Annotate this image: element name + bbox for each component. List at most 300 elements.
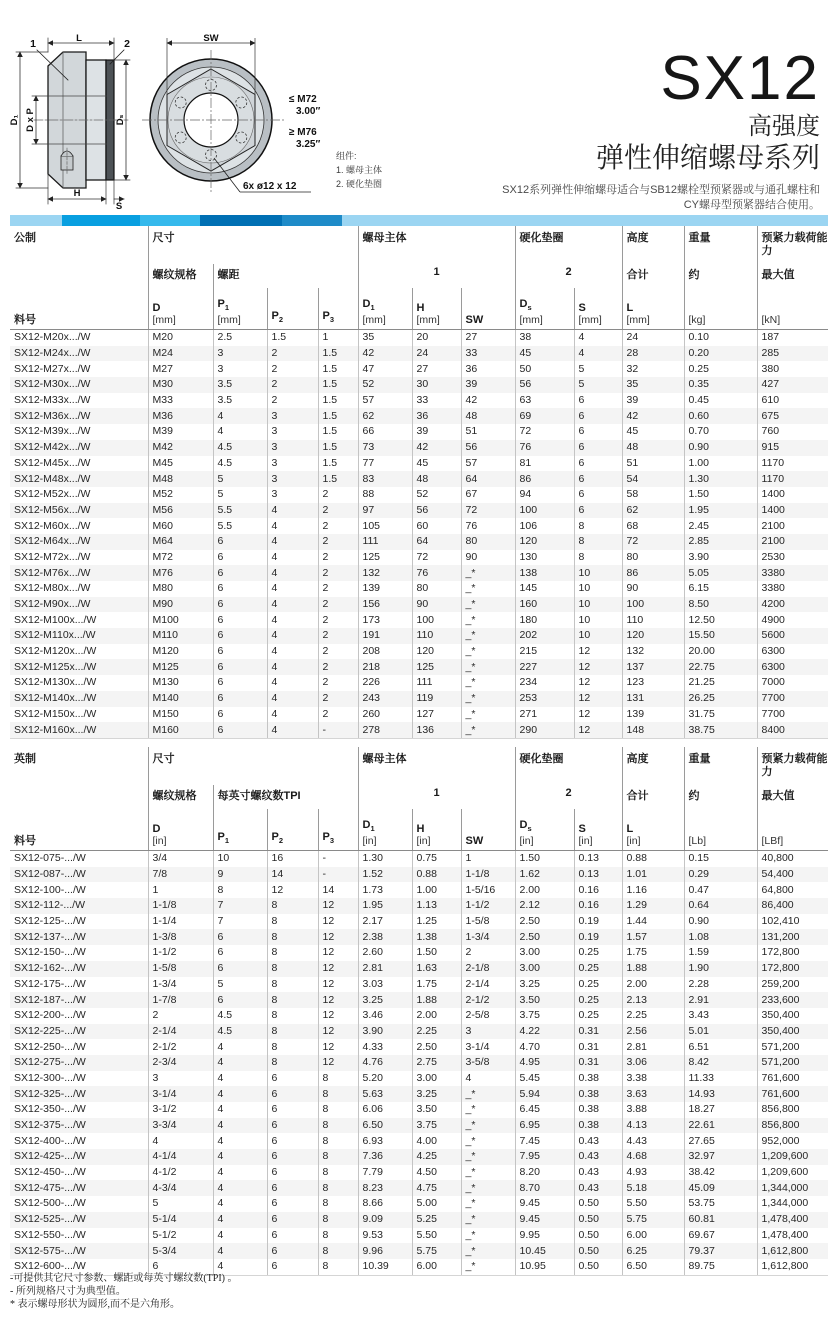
table-cell: 7.36 [358,1149,412,1165]
table-row [10,961,828,977]
table-cell: 10 [574,612,622,628]
table-cell: 36 [412,408,461,424]
table-cell: 4 [213,408,267,424]
table-cell: 8 [267,1055,318,1071]
table-cell: 50 [515,361,574,377]
table-cell: 2 [461,945,515,961]
table-cell: 6 [213,565,267,581]
table-cell: 2530 [757,550,828,566]
table-cell: 8 [574,518,622,534]
table-cell: 3.90 [358,1024,412,1040]
table-cell: _* [461,565,515,581]
table-cell: 1.44 [622,914,684,930]
table-cell: 4 [213,1228,267,1244]
table-cell: 12 [318,929,358,945]
table-cell: _* [461,1259,515,1275]
table-cell: 1.95 [684,503,757,519]
table-cell: _* [461,1228,515,1244]
table-cell: 111 [358,534,412,550]
column-label: D [152,302,161,314]
part-number-cell: SX12-100-.../W [14,883,86,896]
table-cell: 1.88 [412,992,461,1008]
table-cell: 6 [267,1180,318,1196]
table-cell: 12 [318,1024,358,1040]
table-cell: 4.70 [515,1039,574,1055]
table-cell: _* [461,1180,515,1196]
table-cell: 9.95 [515,1228,574,1244]
table-cell: 6 [213,581,267,597]
table-cell: 8 [574,550,622,566]
table-cell: 3.00 [515,945,574,961]
table-cell: _* [461,1133,515,1149]
sub-header: 最大值 [757,264,828,288]
table-cell: 6.95 [515,1118,574,1134]
part-number-cell: SX12-M45x.../W [14,456,91,469]
table-cell: 72 [515,424,574,440]
table-cell: 6.25 [622,1243,684,1259]
table-cell: 9.53 [358,1228,412,1244]
table-cell: M45 [148,456,213,472]
column-header [213,809,267,851]
table-cell: - [318,722,358,738]
column-header [461,288,515,330]
column-header [757,288,828,330]
table-cell: 1,344,000 [757,1196,828,1212]
table-cell: 0.25 [574,992,622,1008]
table-cell: 6 [148,1259,213,1275]
table-cell: 60.81 [684,1212,757,1228]
table-row [10,675,828,691]
table-cell: 571,200 [757,1039,828,1055]
table-cell: 3.46 [358,1008,412,1024]
table-cell: 8 [318,1118,358,1134]
column-label: $P_2$ [271,309,284,324]
table-cell: 0.38 [574,1086,622,1102]
sub-header: 合计 [622,264,684,288]
part-number-cell: SX12-300-.../W [14,1071,86,1084]
column-unit: [mm] [626,314,650,326]
table-cell: 12 [318,945,358,961]
table-cell: 6 [213,612,267,628]
table-cell: 0.13 [574,867,622,883]
column-unit: [mm] [519,314,543,326]
header-group-row [10,226,828,264]
table-cell: 3-3/4 [148,1118,213,1134]
table-row [10,534,828,550]
table-cell: 4.75 [412,1180,461,1196]
column-header [148,288,213,330]
table-cell: 3-1/4 [148,1086,213,1102]
table-cell: 3.88 [622,1102,684,1118]
table-cell: 0.47 [684,882,757,898]
table-cell: 138 [515,565,574,581]
table-cell: 1.5 [267,330,318,346]
part-number-cell: SX12-M72x.../W [14,550,91,563]
part-number-cell: SX12-425-.../W [14,1150,86,1163]
table-cell: 4 [213,1149,267,1165]
table-cell: 120 [622,628,684,644]
sub-header: 螺纹规格 [148,785,213,809]
table-cell: 1.5 [318,408,358,424]
legend-item-nut-body: 1. 螺母主体 [336,165,383,175]
table-cell: 15.50 [684,628,757,644]
table-cell: 6 [213,644,267,660]
table-cell: 4.76 [358,1055,412,1071]
table-cell: 3380 [757,565,828,581]
table-cell: 10 [574,628,622,644]
part-number-cell: SX12-M130x.../W [14,676,97,689]
table-cell: 2 [318,503,358,519]
table-cell: 125 [358,550,412,566]
table-cell: 1,612,800 [757,1243,828,1259]
table-cell: 145 [515,581,574,597]
table-cell: _* [461,675,515,691]
table-cell: 47 [358,361,412,377]
table-cell: 3.50 [515,992,574,1008]
table-cell: M64 [148,534,213,550]
table-row [10,1149,828,1165]
table-cell: 8 [318,1259,358,1275]
table-cell: 31.75 [684,707,757,723]
table-cell: 202 [515,628,574,644]
table-cell: 260 [358,707,412,723]
table-cell: 94 [515,487,574,503]
table-cell: 2 [318,644,358,660]
table-cell: 131 [622,691,684,707]
table-cell: 5.18 [622,1180,684,1196]
table-cell: 1,612,800 [757,1259,828,1275]
table-row [10,992,828,1008]
table-cell: 1.00 [412,882,461,898]
table-cell: 125 [412,659,461,675]
table-cell: 271 [515,707,574,723]
table-cell: M24 [148,346,213,362]
group-header: 高度 [622,226,684,264]
table-cell: 4 [267,691,318,707]
table-cell: 6 [267,1071,318,1087]
table-cell: 48 [412,471,461,487]
group-header: 重量 [684,747,757,785]
table-cell: 2.50 [412,1039,461,1055]
table-cell: - [318,867,358,883]
part-number-cell: SX12-M125x.../W [14,660,97,673]
table-cell: 0.10 [684,330,757,346]
table-cell: M76 [148,565,213,581]
table-row [10,1024,828,1040]
table-cell: 1.57 [622,929,684,945]
column-header [412,288,461,330]
table-cell: 6.15 [684,581,757,597]
table-cell: M48 [148,471,213,487]
table-cell: 1.01 [622,867,684,883]
table-cell: M125 [148,659,213,675]
table-cell: 10.45 [515,1243,574,1259]
table-cell: 2.12 [515,898,574,914]
table-cell: 12 [574,691,622,707]
table-row [10,659,828,675]
table-cell: 21.25 [684,675,757,691]
table-cell: 4 [213,1212,267,1228]
column-label: $D_s$ [519,297,532,312]
table-cell: M39 [148,424,213,440]
table-cell: 33 [461,346,515,362]
table-cell: 8 [318,1102,358,1118]
table-cell: 915 [757,440,828,456]
table-row [10,1212,828,1228]
table-cell: 4 [267,644,318,660]
table-cell: _* [461,707,515,723]
table-cell: 4 [267,597,318,613]
table-cell: 14.93 [684,1086,757,1102]
table-cell: 8 [318,1133,358,1149]
table-cell: 45 [412,456,461,472]
table-cell: 2.28 [684,977,757,993]
table-cell: 1.5 [318,440,358,456]
column-unit: [mm] [152,314,176,326]
part-number-cell: SX12-250-.../W [14,1040,86,1053]
header-sub-row [10,264,828,288]
table-cell: 5.01 [684,1024,757,1040]
part-number-cell: SX12-M160x.../W [10,722,148,738]
table-cell: 28 [622,346,684,362]
imperial-table-section [10,747,828,1276]
table-cell: 4 [267,707,318,723]
table-cell: 8 [267,1024,318,1040]
metric-table [10,226,828,739]
table-cell: 1-1/4 [148,914,213,930]
table-cell: M60 [148,518,213,534]
table-cell: 56 [412,503,461,519]
table-cell: 100 [412,612,461,628]
table-cell: 11.33 [684,1071,757,1087]
part-number-cell: SX12-125-.../W [14,915,86,928]
table-cell: 5.50 [622,1196,684,1212]
table-cell: 610 [757,393,828,409]
table-cell: 3 [267,487,318,503]
column-unit: [in] [416,835,431,847]
group-header: 英制 [14,753,36,765]
table-cell: 172,800 [757,945,828,961]
table-cell: 233,600 [757,992,828,1008]
table-cell: 4 [213,1055,267,1071]
table-row [10,644,828,660]
table-cell: 4 [267,534,318,550]
table-cell: 3 [267,471,318,487]
table-cell: 8.50 [684,597,757,613]
table-cell: 3/4 [148,851,213,867]
table-cell: 51 [461,424,515,440]
table-row [10,1086,828,1102]
column-header [213,288,267,330]
table-cell: 3.43 [684,1008,757,1024]
table-cell: 5.75 [622,1212,684,1228]
table-cell: _* [461,1196,515,1212]
table-cell: 7 [213,898,267,914]
column-unit: [LBf] [761,835,784,847]
table-cell: 4.68 [622,1149,684,1165]
table-cell: 5.94 [515,1086,574,1102]
table-cell: 38 [515,330,574,346]
callout-2: 2 [124,38,130,50]
column-header [10,809,148,851]
table-cell: 100 [622,597,684,613]
table-cell: 2.5 [213,330,267,346]
table-cell: 39 [461,377,515,393]
dim-label-sw: SW [203,34,219,44]
table-cell: 2-1/2 [148,1039,213,1055]
table-cell: 32.97 [684,1149,757,1165]
table-cell: 2-1/2 [461,992,515,1008]
column-label: $D_s$ [519,818,532,833]
table-cell: 12 [318,992,358,1008]
table-cell: 4-1/4 [148,1149,213,1165]
table-cell: 4 [267,628,318,644]
table-cell: 215 [515,644,574,660]
table-cell: 45 [622,424,684,440]
table-cell: 6 [267,1133,318,1149]
table-cell: 0.88 [412,867,461,883]
table-cell: 7.45 [515,1133,574,1149]
table-cell: 102,410 [757,914,828,930]
column-header [10,288,148,330]
table-cell: 6.51 [684,1039,757,1055]
table-cell: 1400 [757,503,828,519]
table-cell: 180 [515,612,574,628]
table-cell: 6.00 [412,1259,461,1275]
table-cell: 38.42 [684,1165,757,1181]
table-cell: 0.13 [574,851,622,867]
table-cell: 187 [757,330,828,346]
table-cell: 350,400 [757,1024,828,1040]
table-cell: 856,800 [757,1118,828,1134]
table-cell: 0.25 [574,945,622,961]
table-cell: 52 [412,487,461,503]
table-cell: 8 [267,945,318,961]
table-cell: 2 [318,487,358,503]
table-cell: 56 [515,377,574,393]
table-cell: 0.35 [684,377,757,393]
part-number-cell: SX12-M36x.../W [14,409,91,422]
table-cell: 6 [213,707,267,723]
table-cell: 35 [622,377,684,393]
table-cell: 6.45 [515,1102,574,1118]
table-cell: 0.45 [684,393,757,409]
table-cell: 2 [318,612,358,628]
column-label [762,302,829,314]
table-cell: 18.27 [684,1102,757,1118]
part-number-cell: SX12-M30x.../W [14,378,91,391]
table-cell: 253 [515,691,574,707]
table-row [10,722,828,738]
table-row [10,361,828,377]
legend-item-washer: 2. 硬化垫圈 [336,179,383,189]
table-row [10,867,828,883]
table-cell: 4 [267,518,318,534]
table-cell: 4 [148,1133,213,1149]
table-cell: 5.00 [412,1196,461,1212]
table-cell: 2-1/8 [461,961,515,977]
group-header: 硬化垫圈 [515,226,622,264]
table-cell: 6 [574,408,622,424]
table-cell: 0.25 [574,1008,622,1024]
part-number-cell: SX12-137-.../W [14,930,86,943]
table-cell: 1.73 [358,882,412,898]
table-cell: 6 [574,393,622,409]
sub-header: 2 [515,785,622,809]
table-cell: 83 [358,471,412,487]
table-cell: 1-5/8 [461,914,515,930]
table-cell: 0.38 [574,1102,622,1118]
table-cell: _* [461,691,515,707]
table-cell: 4 [267,675,318,691]
table-cell: 111 [412,675,461,691]
column-unit: [in] [362,835,377,847]
table-cell: 3.5 [213,393,267,409]
table-cell: 4.93 [622,1165,684,1181]
table-cell: 4 [213,1196,267,1212]
table-cell: 285 [757,346,828,362]
table-cell: M33 [148,393,213,409]
group-header: 尺寸 [148,747,358,785]
table-cell: 156 [358,597,412,613]
table-cell: 139 [358,581,412,597]
column-label: 料号 [14,835,36,847]
table-cell: 350,400 [757,1008,828,1024]
table-cell: 68 [622,518,684,534]
table-cell: 2.75 [412,1055,461,1071]
table-cell: 8 [318,1149,358,1165]
part-number-cell: SX12-M140x.../W [14,692,97,705]
table-cell: 8 [318,1165,358,1181]
table-cell: 73 [358,440,412,456]
table-cell: 6 [267,1149,318,1165]
table-row [10,628,828,644]
table-cell: 173 [358,612,412,628]
table-cell: 8 [267,914,318,930]
table-cell: 8 [318,1071,358,1087]
table-cell: 3.00 [515,961,574,977]
table-cell: 2 [318,565,358,581]
table-cell: 3.03 [358,977,412,993]
table-cell: 3.25 [515,977,574,993]
table-cell: 2.50 [515,914,574,930]
part-number-cell: SX12-275-.../W [14,1056,86,1069]
dim-label-l: L [76,34,82,44]
table-cell: 30 [412,377,461,393]
table-cell: 54,400 [757,867,828,883]
table-cell: 0.20 [684,346,757,362]
table-cell: 1-7/8 [148,992,213,1008]
table-cell: 3-5/8 [461,1055,515,1071]
table-cell: 2.81 [358,961,412,977]
table-cell: 2 [318,550,358,566]
table-cell: 8 [574,534,622,550]
column-label: 料号 [14,314,36,326]
table-cell: 0.25 [574,977,622,993]
table-cell: 1.5 [318,424,358,440]
table-cell: 0.25 [574,961,622,977]
part-number-cell: SX12-350-.../W [14,1103,86,1116]
table-cell: 1,209,600 [757,1165,828,1181]
table-cell: 27.65 [684,1133,757,1149]
column-header [515,288,574,330]
part-number-cell: SX12-M42x.../W [14,441,91,454]
table-cell: 72 [622,534,684,550]
part-number-cell: SX12-187-.../W [14,993,86,1006]
table-cell: 3 [148,1071,213,1087]
title-block [502,44,820,213]
header-column-row [10,288,828,330]
